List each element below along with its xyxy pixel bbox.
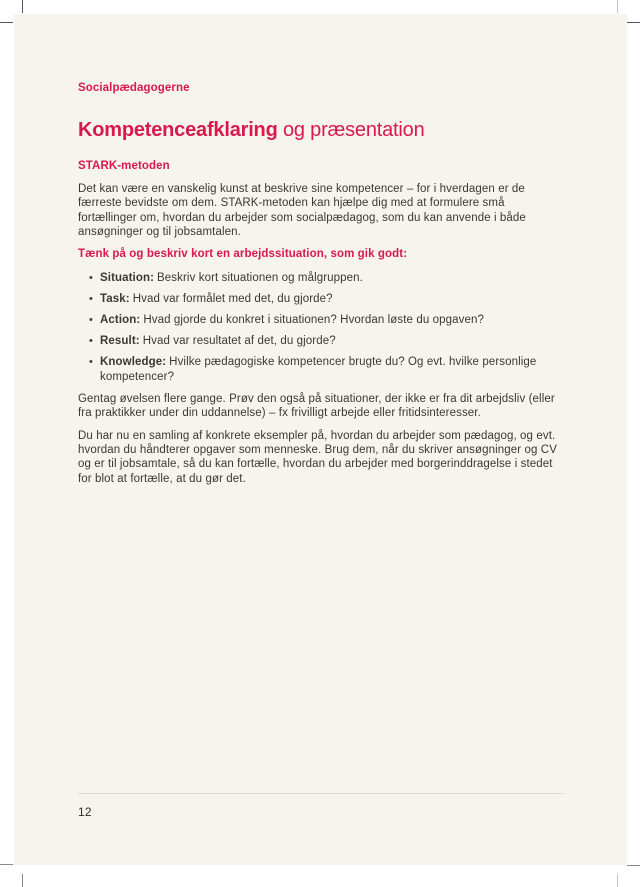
page-title <box>78 118 564 142</box>
document-page <box>14 14 627 865</box>
crop-mark-top-left-vertical <box>22 0 23 13</box>
intro-paragraph: Det kan være en vanskelig kunst at beskrive sine kompetencer – for i hverdagen er de færreste bevidste om dem. STARK-metoden kan hjælpe dig med at formulere små fortællinger om, hvordan du arbejder som socialpædagog, som du kan anvende i både ansøgninger og til jobsamtalen. <box>78 183 526 238</box>
bullet-text: Beskriv kort situationen og målgruppen. <box>157 272 363 285</box>
list-item <box>89 292 564 306</box>
bullet-icon: • <box>89 356 93 369</box>
crop-mark-bottom-right-horizontal <box>627 865 640 866</box>
list-item <box>89 271 564 285</box>
crop-mark-top-right-horizontal <box>627 22 640 23</box>
list-item <box>89 355 564 384</box>
page-content <box>78 82 564 486</box>
brand-kicker: Socialpædagogerne <box>78 82 190 94</box>
list-item <box>89 313 564 327</box>
bullet-term: Knowledge: <box>100 356 167 369</box>
crop-mark-top-left-horizontal <box>0 22 13 23</box>
outro-paragraph-1: Gentag øvelsen flere gange. Prøv den også på situationer, der ikke er fra dit arbejdsliv (eller fra praktikker under din uddannelse) – fx frivilligt arbejde eller fritidsinteresser. <box>78 393 555 420</box>
bullet-icon: • <box>89 314 93 327</box>
footer-divider <box>78 793 564 794</box>
bullet-text: Hvad var formålet med det, du gjorde? <box>132 293 333 306</box>
stark-bullet-list <box>78 271 564 384</box>
page-number: 12 <box>78 805 92 819</box>
crop-mark-top-right-vertical <box>617 0 618 13</box>
bullet-term: Result: <box>100 335 140 348</box>
crop-mark-bottom-right-vertical <box>617 874 618 887</box>
bullet-text: Hvilke pædagogiske kompetencer brugte du? Og evt. hvilke personlige kompetencer? <box>100 356 537 383</box>
bullet-icon: • <box>89 293 93 306</box>
section-subhead: STARK-metoden <box>78 160 170 172</box>
crop-mark-bottom-left-horizontal <box>0 864 13 865</box>
page-title-bold: Kompetenceafklaring <box>78 119 278 141</box>
bullet-term: Action: <box>100 314 141 327</box>
bullet-term: Task: <box>100 293 130 306</box>
bullet-text: Hvad gjorde du konkret i situationen? Hvordan løste du opgaven? <box>143 314 484 327</box>
bullet-icon: • <box>89 335 93 348</box>
bullet-icon: • <box>89 272 93 285</box>
page-title-regular: og præsentation <box>277 119 425 141</box>
bullet-text: Hvad var resultatet af det, du gjorde? <box>142 335 336 348</box>
bullet-term: Situation: <box>100 272 155 285</box>
lead-in-line: Tænk på og beskriv kort en arbejdssituation, som gik godt: <box>78 248 408 261</box>
crop-mark-bottom-left-vertical <box>22 874 23 887</box>
list-item <box>89 334 564 348</box>
outro-paragraph-2: Du har nu en samling af konkrete eksempler på, hvordan du arbejder som pædagog, og evt. hvordan du håndterer opgaver som menneske. Brug dem, når du skriver ansøgninger og CV og er til jobsamtale, så du kan fortælle, hvordan du arbejder med borgerinddragelse i stedet for blot at fortælle, at du gør det. <box>78 429 557 485</box>
